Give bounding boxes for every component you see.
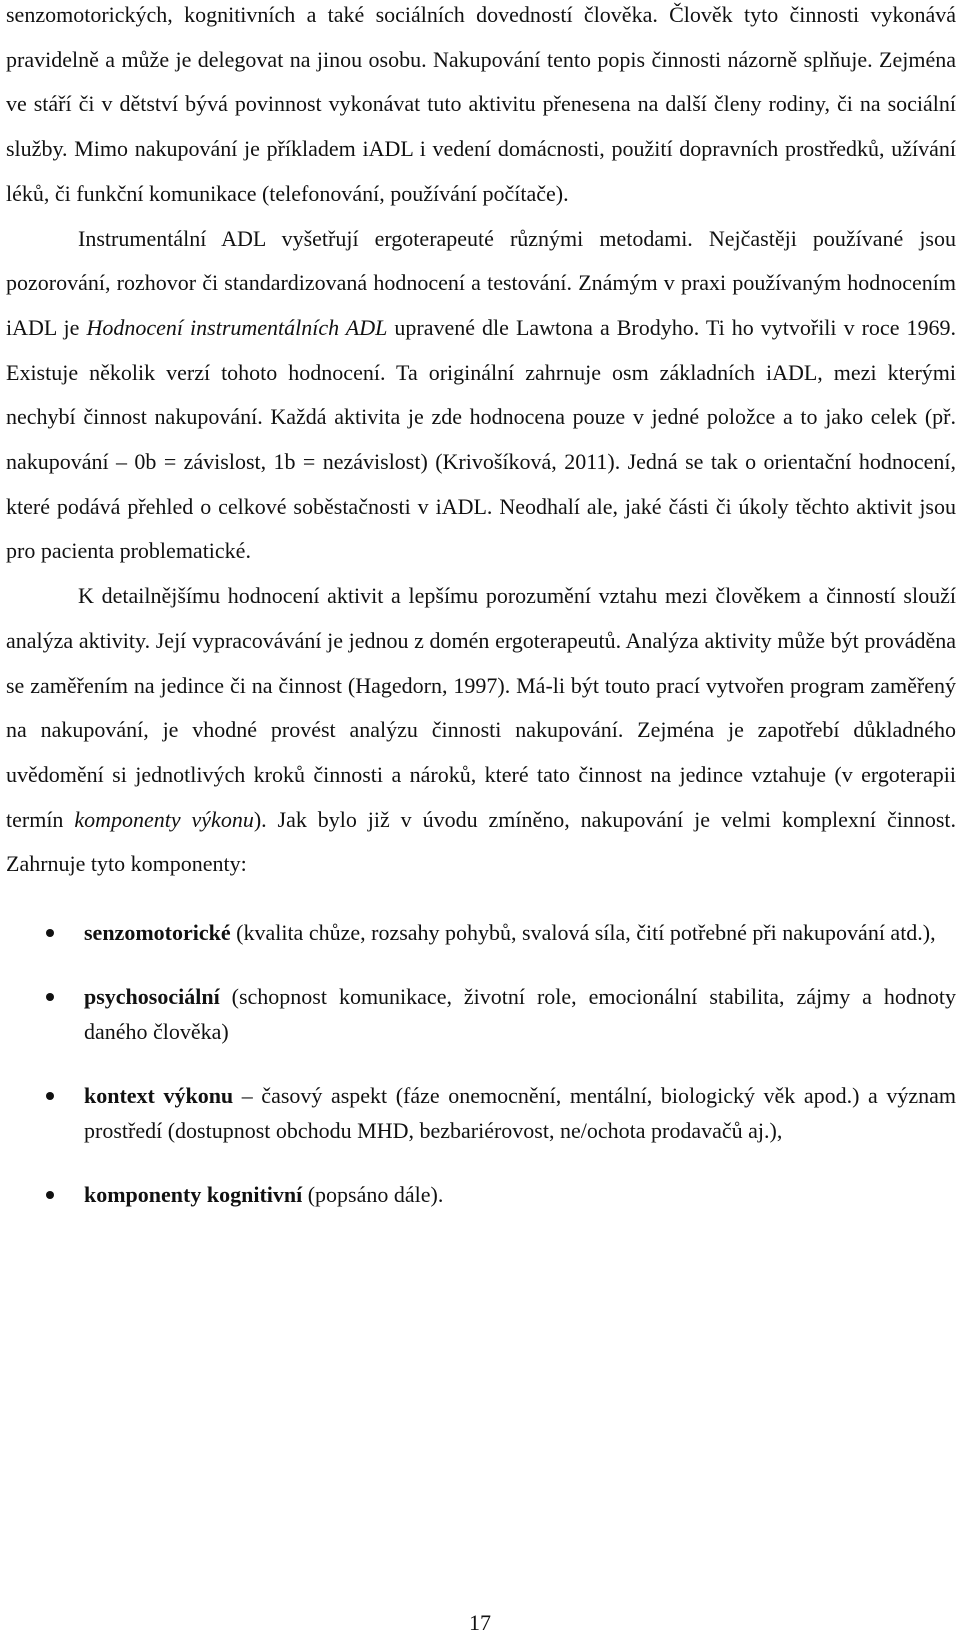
component-description: (popsáno dále). xyxy=(302,1182,444,1208)
list-item xyxy=(6,1078,956,1148)
paragraph-text: Instrumentální ADL vyšetřují ergoterapeuté různými metodami. Nejčastěji používané jsou pozorování, rozhovor či standardizovaná hodnocení a testování. Známým v praxi používaným hodnocením iADL je xyxy=(6,225,956,340)
document-page xyxy=(6,0,956,1241)
component-description: (schopnost komunikace, životní role, emocionální stabilita, zájmy a hodnoty daného člověka) xyxy=(84,984,956,1045)
paragraph-text: upravené dle Lawtona a Brodyho. Ti ho vytvořili v roce 1969. Existuje několik verzí tohoto hodnocení. Ta originální zahrnuje osm základních iADL, mezi kterými nechybí činnost nakupování. Každá aktivita je zde hodnocena pouze v jedné položce a to jako celek (př. nakupování – 0b = závislost, 1b = nezávislost) (Krivošíková, 2011). Jedná se tak o orientační hodnocení, které podává přehled o celkové soběstačnosti v iADL. Neodhalí ale, jaké části či úkoly těchto aktivit jsou pro pacienta problematické. xyxy=(6,314,956,564)
paragraph-activity-analysis xyxy=(6,574,956,887)
performance-components-term: komponenty výkonu xyxy=(74,806,254,832)
bullet-icon xyxy=(46,1191,54,1199)
paragraph-text: senzomotorických, kognitivních a také sociálních dovedností člověka. Člověk tyto činnosti vykonává pravidelně a může je delegovat na jinou osobu. Nakupování tento popis činnosti názorně splňuje. Zejména ve stáří či v dětství bývá povinnost vykonávat tuto aktivitu přenesena na další členy rodiny, či na sociální služby. Mimo nakupování je příkladem iADL i vedení domácnosti, použití dopravních prostředků, užívání léků, či funkční komunikace (telefonování, používání počítače). xyxy=(6,2,956,206)
page-number: 17 xyxy=(469,1610,491,1635)
bullet-icon xyxy=(46,1092,54,1100)
list-item xyxy=(6,1177,956,1212)
component-term: kontext výkonu xyxy=(84,1083,234,1109)
paragraph-text: ). Jak bylo již v úvodu zmíněno, nakupování je velmi komplexní činnost. Zahrnuje tyto komponenty: xyxy=(6,806,956,877)
assessment-title: Hodnocení instrumentálních ADL xyxy=(86,314,388,340)
component-term: senzomotorické xyxy=(84,920,231,946)
component-description: – časový aspekt (fáze onemocnění, mentální, biologický věk apod.) a význam prostředí (dostupnost obchodu MHD, bezbariérovost, ne/ochota prodavačů aj.), xyxy=(84,1083,957,1144)
bullet-icon xyxy=(46,929,54,937)
paragraph-iadl-assessment xyxy=(6,217,956,575)
component-term: psychosociální xyxy=(84,984,220,1010)
list-item xyxy=(6,915,956,950)
component-description: (kvalita chůze, rozsahy pohybů, svalová síla, čití potřebné při nakupování atd.), xyxy=(230,920,936,946)
components-list xyxy=(6,915,956,1212)
paragraph-text: K detailnějšímu hodnocení aktivit a lepšímu porozumění vztahu mezi člověkem a činností slouží analýza aktivity. Její vypracovávání je jednou z domén ergoterapeutů. Analýza aktivity může být prováděna se zaměřením na jedince či na činnost (Hagedorn, 1997). Má-li být touto prací vytvořen program zaměřený na nakupování, je vhodné provést analýzu činnosti nakupování. Zejména je zapotřebí důkladného uvědomění si jednotlivých kroků činnosti a nároků, které tato činnost na jedince vztahuje (v ergoterapii termín xyxy=(6,583,956,832)
component-term: komponenty kognitivní xyxy=(84,1182,303,1208)
bullet-icon xyxy=(46,993,54,1001)
paragraph-iadl-definition xyxy=(6,0,956,217)
list-item xyxy=(6,979,956,1049)
